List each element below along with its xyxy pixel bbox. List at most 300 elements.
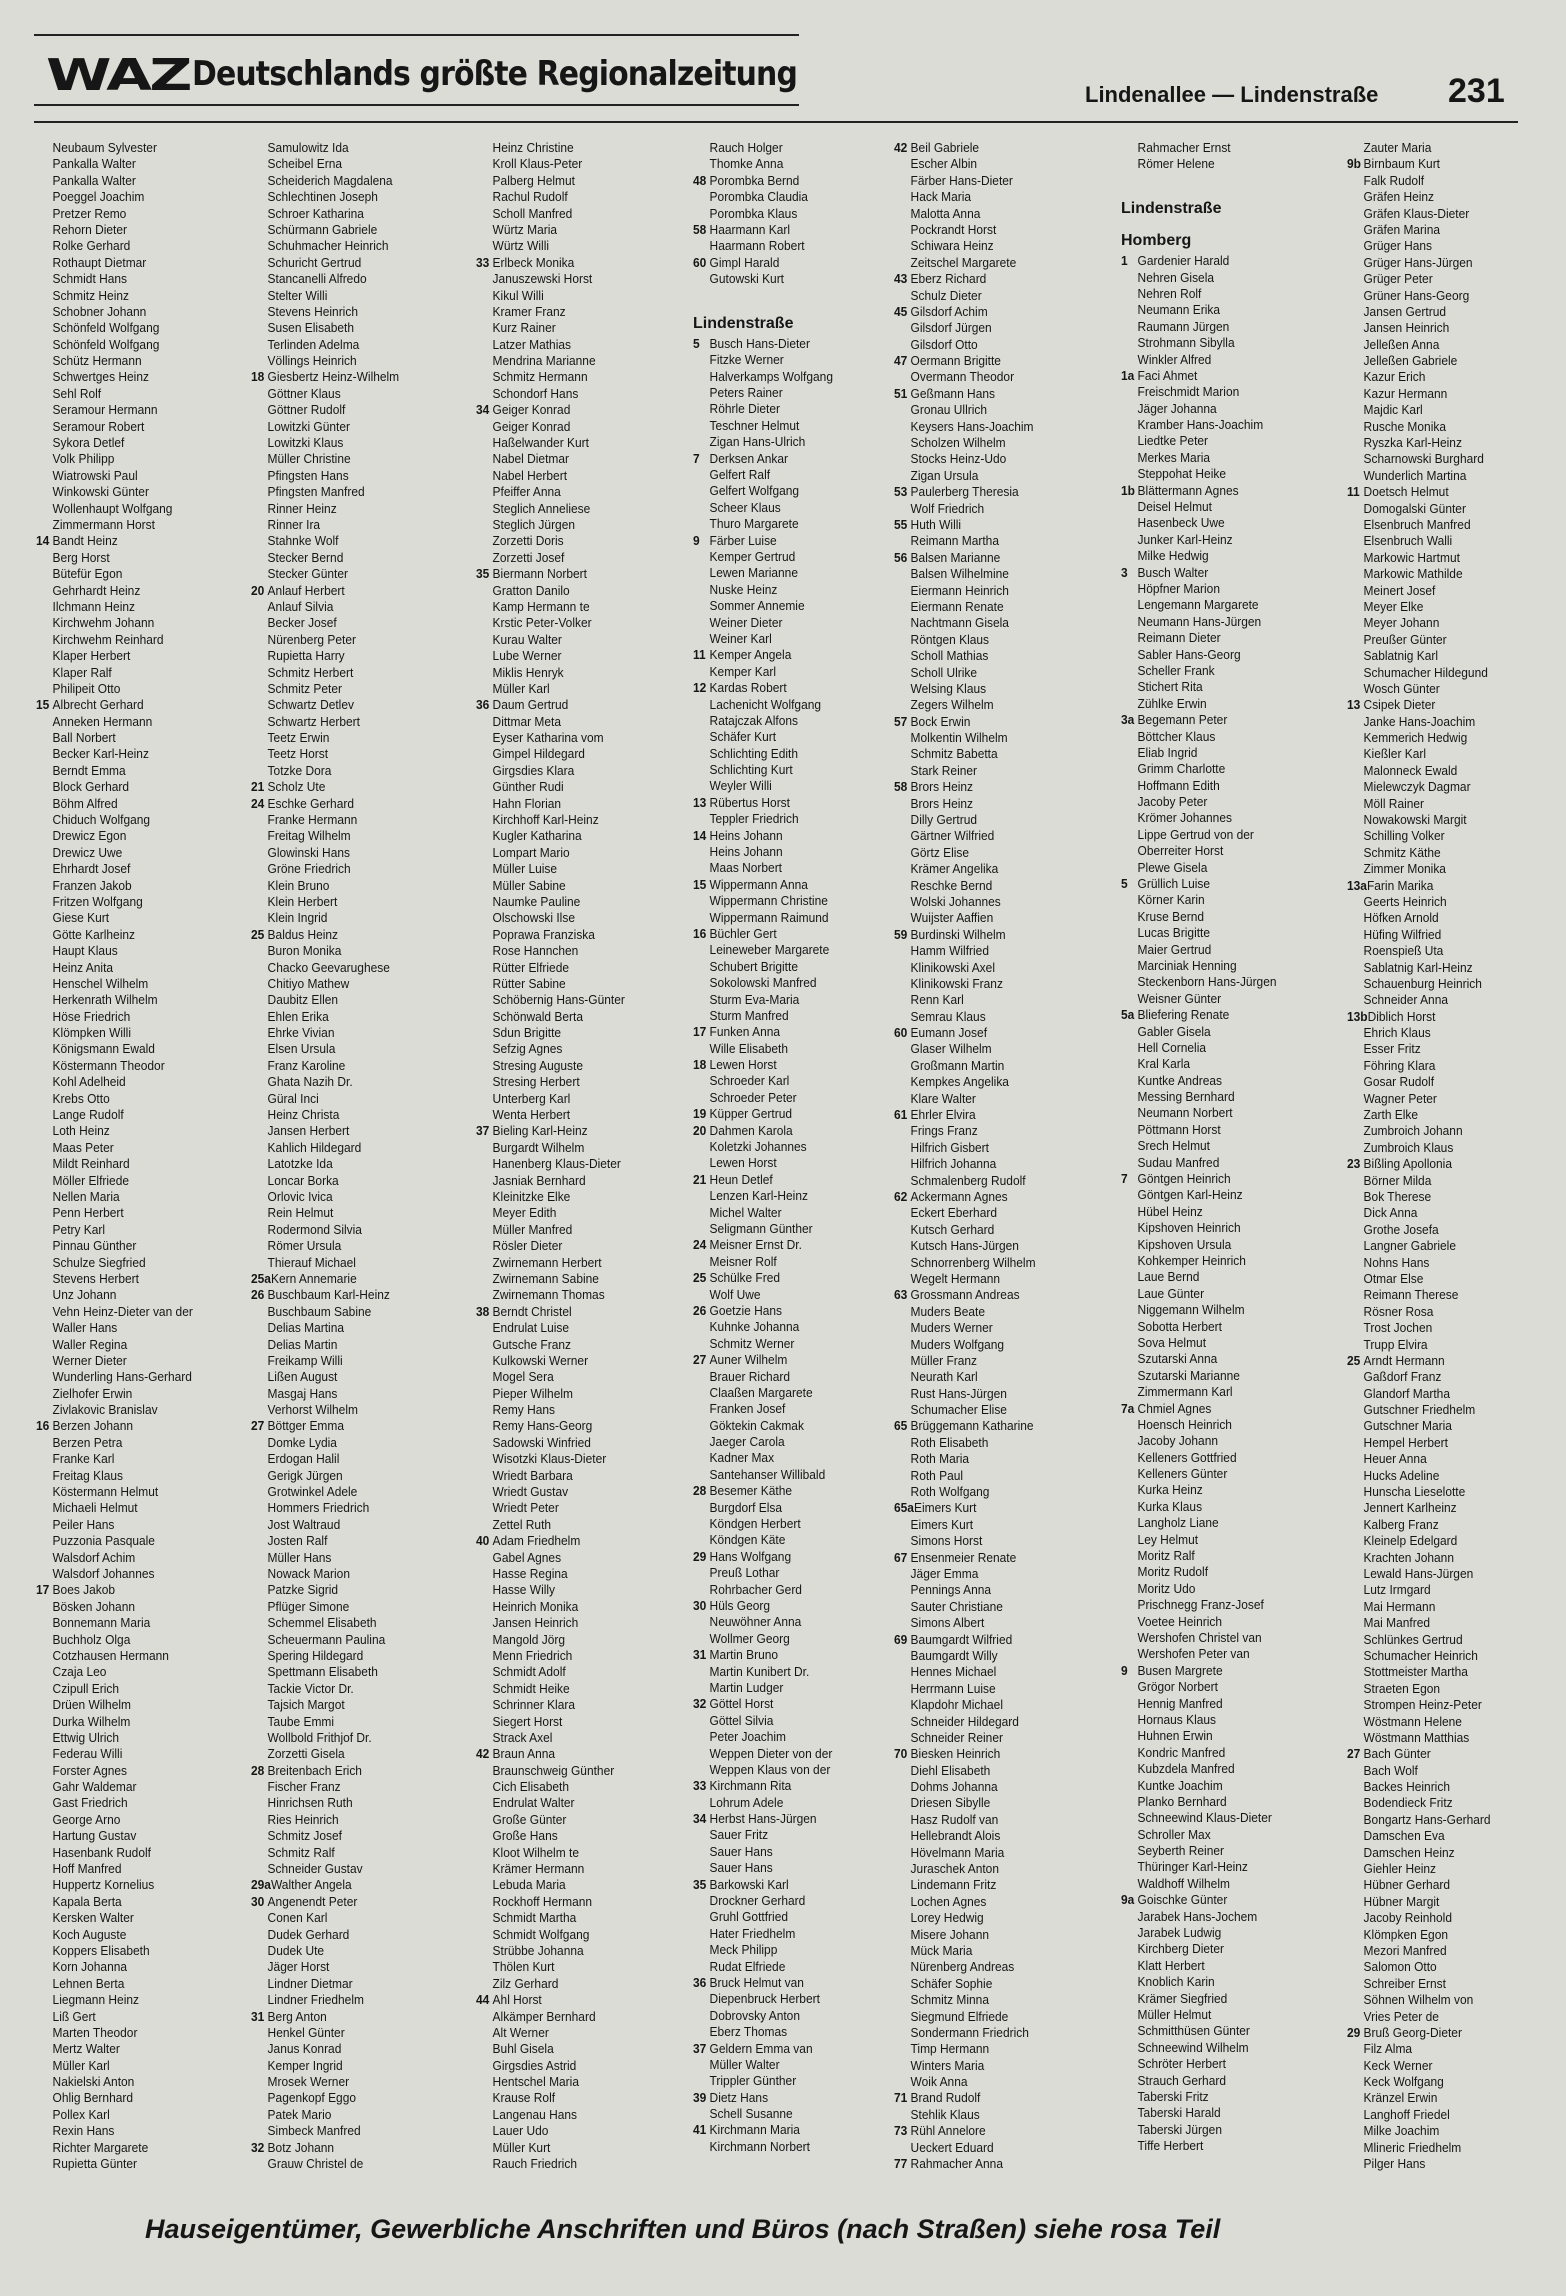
resident-entry: Gahr Waldemar: [52, 1779, 137, 1795]
resident-entry: Braunschweig Günther: [492, 1762, 615, 1778]
resident-entry: Rütter Sabine: [492, 975, 566, 991]
house-number: 18: [251, 369, 265, 385]
resident-entry: Sommer Annemie: [709, 598, 805, 614]
resident-name: Adam Friedhelm: [492, 1533, 581, 1549]
resident-entry: Gosar Rudolf: [1363, 1074, 1435, 1090]
resident-entry: Welsing Klaus: [910, 680, 987, 696]
resident-entry: Grögor Norbert: [1137, 1679, 1218, 1695]
resident-entry: [693, 680, 890, 696]
resident-entry: Schmalenberg Rudolf: [910, 1172, 1026, 1188]
resident-entry: Kohkemper Heinrich: [1137, 1253, 1246, 1268]
resident-entry: Hövelmann Maria: [910, 1844, 1005, 1860]
resident-entry: Damschen Eva: [1363, 1828, 1445, 1844]
resident-name: Eberz Richard: [910, 271, 987, 287]
resident-name: Goischke Günter: [1137, 1892, 1228, 1908]
resident-entry: Taberski Harald: [1137, 2105, 1221, 2121]
resident-entry: [1121, 368, 1318, 384]
resident-name: Kirchmann Maria: [709, 2122, 800, 2138]
resident-entry: Nowakowski Margit: [1363, 812, 1467, 828]
resident-entry: Deisel Helmut: [1137, 499, 1213, 515]
resident-entry: Liegmann Heinz: [52, 1992, 139, 2008]
house-number: 29: [1347, 2024, 1361, 2040]
resident-entry: Haßelwander Kurt: [492, 435, 589, 451]
resident-name: Schülke Fred: [709, 1270, 781, 1286]
resident-entry: Völlings Heinrich: [267, 353, 357, 369]
resident-entry: Januszewski Horst: [492, 271, 593, 287]
resident-name: Kardas Robert: [709, 680, 787, 696]
resident-entry: Lompart Mario: [492, 844, 570, 860]
resident-entry: Kirchhoff Karl-Heinz: [492, 812, 599, 828]
resident-entry: Alt Werner: [492, 2024, 549, 2040]
resident-entry: Gast Friedrich: [52, 1795, 128, 1811]
resident-entry: Scholl Ulrike: [910, 664, 978, 680]
resident-entry: Zorzetti Doris: [492, 533, 564, 549]
resident-entry: Porombka Klaus: [709, 205, 798, 221]
resident-entry: [251, 1877, 448, 1893]
house-number: 26: [693, 1302, 707, 1318]
resident-entry: Henkel Günter: [267, 2024, 345, 2040]
house-number: 7a: [1121, 1400, 1135, 1416]
resident-entry: Mai Manfred: [1363, 1615, 1431, 1631]
resident-entry: Eiermann Renate: [910, 598, 1004, 614]
resident-entry: Berndt Emma: [52, 762, 126, 778]
resident-name: Kern Annemarie: [270, 1270, 357, 1286]
resident-entry: Römer Ursula: [267, 1238, 342, 1254]
masthead-bottom-rule: [34, 104, 799, 106]
resident-name: Hans Wolfgang: [709, 1548, 792, 1564]
resident-entry: Muders Werner: [910, 1320, 993, 1336]
resident-name: Boes Jakob: [52, 1582, 116, 1598]
resident-entry: Patek Mario: [267, 2106, 332, 2122]
resident-entry: Zwirnemann Sabine: [492, 1270, 599, 1286]
resident-entry: Stehlik Klaus: [910, 2106, 980, 2122]
resident-entry: Grotwinkel Adele: [267, 1484, 358, 1500]
resident-entry: [693, 1352, 890, 1368]
resident-entry: Schlechtinen Joseph: [267, 189, 378, 205]
resident-entry: Böttcher Klaus: [1137, 728, 1216, 744]
resident-entry: Schütz Hermann: [52, 353, 142, 369]
resident-entry: Weiner Karl: [709, 630, 772, 646]
resident-entry: [894, 1418, 1091, 1434]
resident-entry: Müller Karl: [492, 680, 550, 696]
resident-entry: Totzke Dora: [267, 762, 332, 778]
resident-entry: Michaeli Helmut: [52, 1500, 138, 1516]
resident-entry: Schlünkes Gertrud: [1363, 1631, 1463, 1647]
resident-entry: Sykora Detlef: [52, 435, 125, 451]
resident-entry: Walsdorf Achim: [52, 1549, 136, 1565]
resident-entry: Berg Horst: [52, 549, 110, 565]
house-number: 5: [1121, 876, 1128, 892]
resident-entry: [693, 1811, 890, 1827]
resident-entry: Weyler Willi: [709, 778, 772, 794]
resident-entry: Hater Friedhelm: [709, 1925, 796, 1941]
resident-entry: Herrmann Luise: [910, 1680, 996, 1696]
resident-name: Herbst Hans-Jürgen: [709, 1811, 817, 1827]
house-number: 17: [693, 1024, 707, 1040]
resident-entry: [693, 222, 890, 238]
resident-entry: Erdogan Halil: [267, 1451, 340, 1467]
resident-entry: Frings Franz: [910, 1123, 978, 1139]
resident-entry: Pollex Karl: [52, 2106, 110, 2122]
house-number: 35: [476, 566, 490, 582]
resident-entry: Wippermann Christine: [709, 893, 828, 909]
house-number: 43: [894, 271, 908, 287]
resident-entry: [476, 255, 673, 271]
house-number: 28: [693, 1483, 707, 1499]
resident-entry: Hasse Willy: [492, 1582, 556, 1598]
resident-entry: Kleinelp Edelgard: [1363, 1533, 1458, 1549]
resident-entry: Santehanser Willibald: [709, 1466, 826, 1482]
resident-entry: [476, 697, 673, 713]
resident-entry: Wershofen Christel van: [1137, 1629, 1262, 1645]
resident-entry: Tackie Victor Dr.: [267, 1680, 354, 1696]
house-number: 65a: [894, 1500, 914, 1516]
resident-entry: Schmitz Babetta: [910, 746, 998, 762]
resident-entry: Nachtmann Gisela: [910, 615, 1009, 631]
resident-entry: [894, 271, 1091, 287]
resident-entry: Gilsdorf Jürgen: [910, 320, 992, 336]
resident-entry: Woik Anna: [910, 2074, 968, 2090]
resident-entry: Durka Wilhelm: [52, 1713, 131, 1729]
resident-entry: Thüringer Karl-Heinz: [1137, 1859, 1248, 1875]
resident-entry: Hunscha Lieselotte: [1363, 1484, 1466, 1500]
resident-entry: Schwertges Heinz: [52, 369, 149, 385]
house-number: 61: [894, 1107, 908, 1123]
resident-entry: Ehrhardt Josef: [52, 861, 131, 877]
resident-entry: Laue Günter: [1137, 1285, 1205, 1301]
resident-entry: [1121, 1892, 1318, 1908]
resident-entry: [1347, 697, 1544, 713]
resident-entry: Sadowski Winfried: [492, 1434, 591, 1450]
resident-entry: Vehn Heinz-Dieter van der: [52, 1303, 193, 1319]
house-number: 59: [894, 926, 908, 942]
resident-entry: Kipshoven Ursula: [1137, 1236, 1232, 1252]
resident-entry: Hinrichsen Ruth: [267, 1795, 353, 1811]
resident-entry: Wriedt Peter: [492, 1500, 559, 1516]
resident-entry: Malonneck Ewald: [1363, 762, 1458, 778]
resident-entry: Dohms Johanna: [910, 1779, 998, 1795]
resident-entry: Pieper Wilhelm: [492, 1385, 573, 1401]
resident-name: Busen Margrete: [1137, 1662, 1223, 1678]
resident-entry: [1121, 253, 1318, 269]
resident-entry: Winkowski Günter: [52, 484, 149, 500]
resident-entry: [894, 484, 1091, 500]
resident-entry: [693, 926, 890, 942]
resident-entry: Stresing Herbert: [492, 1074, 580, 1090]
house-number: 33: [693, 1778, 707, 1794]
resident-entry: Eiermann Heinrich: [910, 582, 1009, 598]
resident-entry: Lucas Brigitte: [1137, 925, 1211, 941]
resident-entry: Rust Hans-Jürgen: [910, 1385, 1007, 1401]
house-number: 28: [251, 1762, 265, 1778]
resident-entry: Henschel Wilhelm: [52, 975, 149, 991]
resident-entry: [894, 386, 1091, 402]
resident-entry: Stahnke Wolf: [267, 533, 339, 549]
resident-entry: Hucks Adeline: [1363, 1467, 1440, 1483]
resident-entry: Kipshoven Heinrich: [1137, 1220, 1241, 1236]
resident-entry: Hell Cornelia: [1137, 1039, 1207, 1055]
resident-entry: [36, 697, 233, 713]
resident-entry: Gerigk Jürgen: [267, 1467, 343, 1483]
resident-entry: Preußer Günter: [1363, 631, 1447, 647]
resident-entry: Schnorrenberg Wilhelm: [910, 1254, 1036, 1270]
resident-name: Braun Anna: [492, 1746, 556, 1762]
resident-entry: Hanenberg Klaus-Dieter: [492, 1156, 621, 1172]
resident-entry: Lorey Hedwig: [910, 1910, 984, 1926]
resident-entry: Schönfeld Wolfgang: [52, 336, 160, 352]
house-number: 45: [894, 303, 908, 319]
house-number: 9b: [1347, 156, 1361, 172]
resident-entry: [894, 1287, 1091, 1303]
resident-entry: Würtz Maria: [492, 221, 558, 237]
resident-name: Bißling Apollonia: [1363, 1156, 1452, 1172]
resident-name: Göttel Horst: [709, 1696, 774, 1712]
resident-entry: Jäger Johanna: [1137, 400, 1217, 416]
resident-entry: Mielewczyk Dagmar: [1363, 779, 1471, 795]
house-number: 21: [693, 1171, 707, 1187]
resident-entry: Bach Wolf: [1363, 1762, 1418, 1778]
resident-entry: Wagner Peter: [1363, 1090, 1437, 1106]
resident-entry: Schöbernig Hans-Günter: [492, 992, 625, 1008]
resident-entry: [251, 1287, 448, 1303]
resident-entry: Schneewind Klaus-Dieter: [1137, 1810, 1272, 1826]
resident-entry: Penn Herbert: [52, 1205, 124, 1221]
resident-entry: Federau Willi: [52, 1746, 123, 1762]
resident-name: Geiger Konrad: [492, 402, 571, 418]
resident-name: Eumann Josef: [910, 1025, 988, 1041]
resident-entry: Taberski Jürgen: [1137, 2121, 1222, 2137]
resident-entry: Höpfner Marion: [1137, 580, 1221, 596]
resident-entry: Ehrke Vivian: [267, 1025, 335, 1041]
resident-entry: Marten Theodor: [52, 2024, 138, 2040]
resident-entry: Ghata Nazih Dr.: [267, 1074, 353, 1090]
resident-entry: Pfingsten Hans: [267, 467, 349, 483]
house-number: 16: [693, 925, 707, 941]
resident-entry: Lauer Udo: [492, 2123, 549, 2139]
house-number: 38: [476, 1303, 490, 1319]
resident-entry: Waldhoff Wilhelm: [1137, 1875, 1230, 1891]
resident-entry: Remy Hans-Georg: [492, 1418, 593, 1434]
resident-entry: Königsmann Ewald: [52, 1041, 155, 1057]
resident-name: Blättermann Agnes: [1137, 482, 1239, 498]
resident-entry: Spering Hildegard: [267, 1647, 364, 1663]
resident-name: Burdinski Wilhelm: [910, 926, 1006, 942]
resident-entry: Kubzdela Manfred: [1137, 1761, 1235, 1777]
resident-entry: Merkes Maria: [1137, 449, 1211, 465]
house-number: 29a: [251, 1877, 271, 1893]
resident-entry: Burgardt Wilhelm: [492, 1139, 585, 1155]
resident-entry: Seramour Hermann: [52, 402, 158, 418]
resident-entry: Wosch Günter: [1363, 680, 1440, 696]
resident-entry: Zilz Gerhard: [492, 1975, 559, 1991]
resident-entry: Jacoby Reinhold: [1363, 1910, 1452, 1926]
resident-entry: Backes Heinrich: [1363, 1779, 1450, 1795]
resident-entry: [894, 1107, 1091, 1123]
resident-entry: Klinikowski Franz: [910, 975, 1003, 991]
house-number: 25: [693, 1270, 707, 1286]
resident-entry: Wenta Herbert: [492, 1107, 571, 1123]
resident-entry: Gräfen Klaus-Dieter: [1363, 205, 1470, 221]
resident-entry: Cich Elisabeth: [492, 1779, 570, 1795]
resident-entry: Freischmidt Marion: [1137, 384, 1240, 400]
resident-entry: Hübner Gerhard: [1363, 1877, 1450, 1893]
resident-entry: Zühlke Erwin: [1137, 695, 1207, 711]
resident-entry: Domke Lydia: [267, 1434, 337, 1450]
resident-entry: Zimmermann Horst: [52, 516, 155, 532]
resident-entry: Ley Helmut: [1137, 1531, 1199, 1547]
resident-entry: Girgsdies Klara: [492, 762, 575, 778]
resident-entry: Brors Heinz: [910, 795, 974, 811]
resident-entry: Unz Johann: [52, 1287, 117, 1303]
resident-entry: [894, 1550, 1091, 1566]
resident-entry: Domogalski Günter: [1363, 500, 1466, 516]
resident-entry: Salomon Otto: [1363, 1959, 1437, 1975]
resident-entry: Kelleners Günter: [1137, 1466, 1228, 1482]
resident-entry: Trippler Günther: [709, 2073, 797, 2089]
masthead: [34, 34, 799, 114]
house-number: 31: [251, 2008, 265, 2024]
resident-entry: Ratajczak Alfons: [709, 712, 798, 728]
resident-name: Busch Hans-Dieter: [709, 335, 810, 351]
resident-entry: Herkenrath Wilhelm: [52, 992, 158, 1008]
resident-entry: Wriedt Barbara: [492, 1467, 573, 1483]
resident-entry: Winkler Alfred: [1137, 351, 1212, 367]
resident-entry: Lube Werner: [492, 648, 562, 664]
resident-entry: Samulowitz Ida: [267, 140, 349, 155]
resident-entry: Schiwara Heinz: [910, 238, 994, 254]
house-number: 14: [693, 827, 707, 843]
resident-entry: Girgsdies Astrid: [492, 2057, 577, 2073]
resident-entry: Renn Karl: [910, 992, 964, 1008]
house-number: 58: [693, 221, 707, 237]
house-number: 23: [1347, 1156, 1361, 1172]
resident-entry: Stichert Rita: [1137, 679, 1203, 695]
resident-entry: Otmar Else: [1363, 1270, 1424, 1286]
resident-entry: Pilger Hans: [1363, 2156, 1426, 2172]
resident-entry: Kroll Klaus-Peter: [492, 156, 583, 172]
resident-entry: Schneider Hildegard: [910, 1713, 1019, 1729]
resident-entry: Pflüger Simone: [267, 1598, 350, 1614]
resident-entry: Franke Karl: [52, 1451, 115, 1467]
resident-name: Lewen Horst: [709, 1057, 777, 1073]
resident-entry: [693, 173, 890, 189]
resident-entry: Gröne Friedrich: [267, 861, 351, 877]
resident-entry: Miklis Henryk: [492, 664, 564, 680]
resident-entry: Muders Wolfgang: [910, 1336, 1005, 1352]
resident-entry: Hasse Regina: [492, 1565, 568, 1581]
resident-entry: Block Gerhard: [52, 779, 130, 795]
resident-entry: [693, 1237, 890, 1253]
resident-entry: Seligmann Günther: [709, 1221, 813, 1236]
resident-entry: Thuro Margarete: [709, 516, 799, 532]
resident-entry: Kazur Hermann: [1363, 385, 1448, 401]
resident-entry: Bongartz Hans-Gerhard: [1363, 1811, 1491, 1827]
resident-entry: Bonnemann Maria: [52, 1615, 151, 1631]
resident-entry: Hilfrich Johanna: [910, 1156, 997, 1172]
resident-name: Erlbeck Monika: [492, 254, 575, 270]
resident-entry: Sondermann Friedrich: [910, 2024, 1029, 2040]
directory-column-7: [1347, 140, 1561, 2172]
resident-entry: Wolf Friedrich: [910, 500, 985, 516]
resident-entry: Meisner Rolf: [709, 1253, 777, 1269]
resident-entry: Grüger Peter: [1363, 271, 1433, 287]
resident-entry: Börner Milda: [1363, 1172, 1432, 1188]
resident-name: Giesbertz Heinz-Wilhelm: [267, 369, 400, 385]
resident-entry: Hoensch Heinrich: [1137, 1416, 1232, 1432]
resident-entry: Schäfer Sophie: [910, 1975, 993, 1991]
resident-entry: Große Hans: [492, 1828, 558, 1844]
resident-entry: Maas Norbert: [709, 860, 783, 876]
resident-entry: Josten Ralf: [267, 1533, 328, 1549]
resident-entry: Schondorf Hans: [492, 385, 579, 401]
resident-entry: Palberg Helmut: [492, 172, 576, 188]
resident-entry: Maas Peter: [52, 1139, 114, 1155]
resident-entry: Grothe Josefa: [1363, 1221, 1439, 1237]
house-number: 15: [36, 697, 50, 713]
resident-name: Besemer Käthe: [709, 1483, 793, 1499]
resident-entry: Neubaum Sylvester: [52, 140, 157, 155]
resident-entry: Steglich Anneliese: [492, 500, 591, 516]
resident-entry: Schneider Anna: [1363, 992, 1449, 1008]
resident-entry: Mück Maria: [910, 1942, 973, 1958]
resident-entry: Gaßdorf Franz: [1363, 1369, 1442, 1385]
house-number: 1: [1121, 253, 1128, 269]
resident-name: Funken Anna: [709, 1024, 781, 1040]
resident-name: Ackermann Agnes: [910, 1189, 1008, 1204]
resident-entry: Pankalla Walter: [52, 156, 136, 172]
resident-entry: Fitzke Werner: [709, 352, 784, 368]
resident-entry: Freitag Wilhelm: [267, 828, 351, 844]
resident-entry: Lachenicht Wolfgang: [709, 696, 822, 712]
resident-entry: Grimm Charlotte: [1137, 761, 1226, 777]
resident-entry: Kapala Berta: [52, 1893, 122, 1909]
resident-entry: Kirchberg Dieter: [1137, 1941, 1224, 1957]
house-number: 51: [894, 385, 908, 401]
resident-entry: Lindner Dietmar: [267, 1975, 353, 1991]
resident-entry: Geiger Konrad: [492, 418, 571, 434]
resident-entry: Lochen Agnes: [910, 1893, 987, 1909]
resident-entry: Krämer Hermann: [492, 1861, 585, 1877]
resident-entry: Pockrandt Horst: [910, 221, 997, 237]
resident-name: Ehrler Elvira: [910, 1107, 976, 1123]
resident-entry: Driesen Sibylle: [910, 1795, 991, 1811]
resident-name: Brors Heinz: [910, 779, 974, 795]
resident-entry: Neumann Norbert: [1137, 1105, 1233, 1121]
resident-entry: Hilfrich Gisbert: [910, 1139, 989, 1155]
resident-entry: Falk Rudolf: [1363, 172, 1425, 188]
resident-entry: Srech Helmut: [1137, 1138, 1211, 1154]
resident-entry: Wriedt Gustav: [492, 1484, 569, 1500]
resident-entry: Peiler Hans: [52, 1516, 115, 1532]
resident-entry: Kersken Walter: [52, 1910, 134, 1926]
resident-entry: [693, 1483, 890, 1499]
resident-entry: Waller Regina: [52, 1336, 128, 1352]
resident-entry: Schönwald Berta: [492, 1008, 583, 1024]
resident-entry: Lewald Hans-Jürgen: [1363, 1565, 1474, 1581]
resident-entry: Oberreiter Horst: [1137, 843, 1224, 859]
resident-entry: Sehl Rolf: [52, 385, 102, 401]
house-number: 69: [894, 1631, 908, 1647]
resident-entry: Kuhnke Johanna: [709, 1319, 800, 1335]
resident-entry: Römer Helene: [1137, 156, 1215, 172]
resident-entry: [251, 369, 448, 385]
resident-entry: Große Günter: [492, 1811, 567, 1827]
resident-entry: Lippe Gertrud von der: [1137, 826, 1254, 842]
resident-entry: [1347, 878, 1544, 894]
resident-entry: Buron Monika: [267, 943, 342, 959]
resident-entry: [693, 877, 890, 893]
house-number: 30: [693, 1597, 707, 1613]
